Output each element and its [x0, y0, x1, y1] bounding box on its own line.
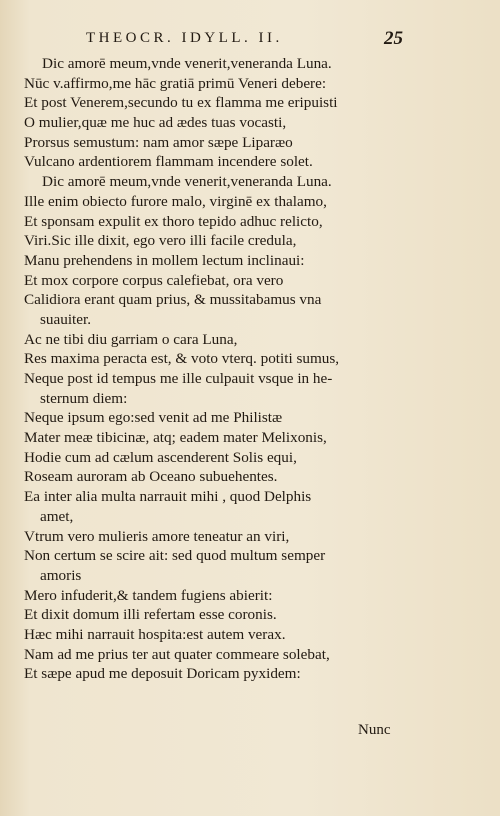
text-line: Neque post id tempus me ille culpauit vsque in he- — [24, 370, 333, 387]
catchword: Nunc — [358, 722, 391, 738]
text-line: amoris — [40, 566, 82, 584]
running-title: THEOCR. IDYLL. II. — [86, 30, 283, 46]
text-line: Viri.Sic ille dixit, ego vero illi facile credula, — [24, 232, 297, 250]
text-line: Mater meæ tibicinæ, atq; eadem mater Melixonis, — [24, 429, 327, 447]
text-line: Roseam auroram ab Oceano subuehentes. — [24, 468, 278, 486]
text-line: Et mox corpore corpus calefiebat, ora vero — [24, 271, 284, 289]
text-line: amet, — [40, 507, 74, 525]
page-number: 25 — [384, 28, 403, 49]
text-line: Neque ipsum ego:sed venit ad me Philistæ — [24, 409, 283, 427]
text-line: Ille enim obiecto furore malo, virginē ex thalamo, — [24, 192, 327, 210]
text-line: Hæc mihi narrauit hospita:est autem verax. — [24, 625, 286, 643]
text-line: Vulcano ardentiorem flammam incendere solet. — [24, 153, 313, 171]
text-line: Et sponsam expulit ex thoro tepido adhuc relicto, — [24, 212, 323, 230]
text-line: Ac ne tibi diu garriam o cara Luna, — [24, 330, 238, 348]
text-line: Prorsus semustum: nam amor sæpe Liparæo — [24, 133, 293, 151]
text-line: Manu prehendens in mollem lectum inclinaui: — [24, 251, 305, 269]
text-line: Et dixit domum illi refertam esse coronis. — [24, 606, 277, 624]
text-line: sternum diem: — [40, 389, 128, 407]
text-line: Non certum se scire ait: sed quod multum semper — [24, 547, 326, 565]
text-line: Et sæpe apud me deposuit Doricam pyxidem: — [24, 665, 301, 683]
text-line: Mero infuderit,& tandem fugiens abierit: — [24, 586, 273, 604]
poem-text — [24, 54, 414, 684]
text-line: Res maxima peracta est, & voto vterq. potiti sumus, — [24, 350, 340, 368]
text-line: Hodie cum ad cælum ascenderent Solis equi, — [24, 448, 297, 466]
text-line: suauiter. — [40, 310, 92, 328]
text-line: Dic amorē meum,vnde venerit,veneranda Luna. — [42, 55, 332, 72]
page-header — [0, 28, 500, 52]
text-line: Nūc v.affirmo,me hāc gratiā primū Veneri debere: — [24, 74, 327, 92]
text-line: Et post Venerem,secundo tu ex flamma me eripuisti — [24, 94, 338, 112]
text-line: Nam ad me prius ter aut quater commeare solebat, — [24, 645, 330, 663]
text-line: Ea inter alia multa narrauit mihi , quod Delphis — [24, 488, 312, 506]
text-line: O mulier,quæ me huc ad ædes tuas vocasti, — [24, 114, 287, 132]
text-line: Dic amorē meum,vnde venerit,veneranda Luna. — [42, 173, 332, 191]
text-line: Vtrum vero mulieris amore teneatur an viri, — [24, 527, 290, 545]
text-line: Calidiora erant quam prius, & mussitabamus vna — [24, 291, 322, 309]
